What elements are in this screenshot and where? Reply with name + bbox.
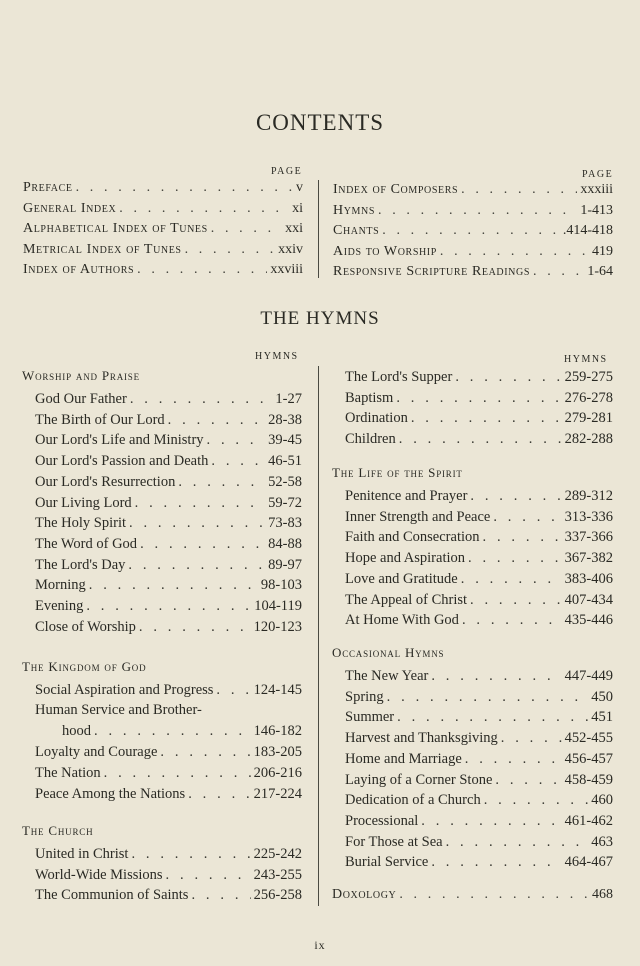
front-entry [23,219,303,239]
hymn-entry [345,852,613,872]
hymn-entry [345,666,613,686]
entry-label: Doxology [332,887,397,902]
entry-label: Summer [345,709,395,726]
leader-dots [104,763,251,783]
leader-dots [411,408,562,428]
entry-label: Spring [345,688,384,705]
entry-label: Evening [35,598,84,614]
front-entry [23,199,303,219]
hymn-entry [345,527,613,547]
entry-number: xi [292,200,303,216]
hymns-column-label-right: HYMNS [564,354,608,365]
leader-dots [94,721,251,741]
entry-label: Our Lord's Life and Ministry [35,432,204,449]
leader-dots [440,242,589,262]
leader-dots [470,486,561,506]
entry-label: World-Wide Missions [35,866,163,883]
hymn-entry [345,486,613,506]
entry-number: 39-45 [268,432,302,449]
entry-number: 89-97 [268,556,302,573]
hymn-entry [35,885,302,905]
entry-number: 59-72 [268,494,302,511]
hymns-title: THE HYMNS [260,308,380,329]
leader-dots [484,790,589,810]
entry-number: 206-216 [253,764,302,781]
entry-label: The Communion of Saints [35,887,189,904]
hymn-entry [345,610,613,630]
entry-label: Ordination [345,410,408,427]
entry-label: The Holy Spirit [35,515,127,532]
leader-dots [382,221,560,241]
hymn-entry [35,430,302,450]
entry-label: Our Living Lord [35,494,132,511]
entry-label: For Those at Sea [345,833,443,850]
leader-dots [191,885,250,905]
leader-dots [396,388,561,408]
leader-dots [160,742,250,762]
hymns-divider [318,366,319,906]
entry-label: The Nation [35,764,101,781]
leader-dots [378,201,577,221]
leader-dots [130,389,273,409]
hymn-entry [35,742,302,762]
entry-label: Loyalty and Courage [35,744,158,761]
entry-number: 282-288 [564,431,613,448]
entry-number: 28-38 [268,411,302,428]
hymn-entry [35,680,302,700]
section-heading: Occasional Hymns [332,645,445,660]
entry-number: 1-27 [275,391,302,407]
leader-dots [188,784,250,804]
entry-number: 1-413 [580,202,613,218]
entry-number: 183-205 [253,744,302,761]
leader-dots [211,451,265,471]
section-heading: Worship and Praise [22,368,140,383]
entry-label: Our Lord's Resurrection [35,473,176,490]
entry-number: 337-366 [564,529,613,546]
entry-number: 468 [592,887,613,902]
front-entry [23,178,303,198]
entry-label: Alphabetical Index of Tunes [23,221,208,236]
entry-label: United in Christ [35,846,129,862]
entry-number: 407-434 [564,591,613,608]
entry-label: Hymns [333,202,376,218]
hymn-entry [345,388,613,408]
hymns-column-label-left: HYMNS [255,351,299,362]
entry-label: Morning [35,577,86,594]
hymn-entry [345,749,613,769]
entry-label: Chants [333,223,380,238]
leader-dots [139,617,251,637]
leader-dots [455,367,561,387]
entry-label: Close of Worship [35,618,136,635]
entry-number: .414-418 [562,223,613,238]
leader-dots [397,707,588,727]
leader-dots [461,180,577,200]
entry-label: Laying of a Corner Stone [345,771,493,788]
leader-dots [446,832,589,852]
leader-dots [216,680,250,700]
hymn-entry [35,513,302,533]
leader-dots [483,527,562,547]
entry-label: Penitence and Prayer [345,488,468,504]
entry-number: 452-455 [564,730,613,747]
hymn-entry [35,555,302,575]
entry-label: Baptism [345,389,394,406]
leader-dots [431,852,561,872]
leader-dots [128,555,265,575]
entry-number: 461-462 [564,812,613,829]
leader-dots [493,507,561,527]
entry-label: Dedication of a Church [345,792,481,809]
hymn-entry [35,493,302,513]
entry-label: Love and Gratitude [345,570,458,587]
hymn-entry [35,865,302,885]
hymn-entry [345,811,613,831]
leader-dots [207,430,266,450]
entry-number: v [296,180,303,195]
entry-number: 225-242 [253,846,302,862]
entry-number: 73-83 [268,515,302,532]
hymn-entry [345,728,613,748]
front-entry [333,242,613,262]
leader-dots [168,410,265,430]
entry-label-line1: Human Service and Brother- [35,701,202,718]
hymn-entry [35,596,302,616]
section-heading: The Life of the Spirit [332,465,463,480]
entry-label: General Index [23,200,117,216]
leader-dots [89,575,258,595]
leader-dots [135,493,266,513]
entry-number: 46-51 [268,453,302,470]
section-heading: The Church [22,823,94,838]
hymn-entry [345,429,613,449]
entry-label: Home and Marriage [345,750,462,767]
leader-dots [421,811,561,831]
hymn-entry [345,569,613,589]
leader-dots [468,548,562,568]
entry-label: Index of Authors [23,262,135,277]
page-column-label-right: PAGE [582,169,614,180]
hymn-entry [345,507,613,527]
entry-number: 447-449 [564,668,613,684]
entry-label: Our Lord's Passion and Death [35,453,209,470]
hymn-entry [345,548,613,568]
entry-number: 256-258 [253,887,302,904]
entry-label: The New Year [345,668,429,684]
entry-number: 124-145 [253,682,302,698]
hymn-entry [35,575,302,595]
entry-number: 120-123 [253,618,302,635]
entry-number: 419 [592,243,613,259]
hymn-entry [345,367,613,387]
front-entry [333,221,613,241]
hymn-entry [62,721,302,741]
hymn-entry [35,389,302,409]
hymn-entry [345,790,613,810]
entry-label: Metrical Index of Tunes [23,241,182,257]
entry-label: Social Aspiration and Progress [35,682,214,698]
hymn-entry [345,687,613,707]
page-column-label-left: PAGE [271,166,303,177]
entry-label: Peace Among the Nations [35,785,186,802]
entry-number: 464-467 [564,854,613,871]
entry-number: 84-88 [268,535,302,552]
entry-number: 456-457 [564,750,613,767]
entry-number: 460 [591,792,613,809]
hymn-entry [345,770,613,790]
page-number: ix [314,938,326,952]
entry-number: 146-182 [253,723,302,740]
hymn-entry [35,472,302,492]
leader-dots [166,865,251,885]
entry-number: 1-64 [587,264,613,279]
entry-number: 98-103 [260,577,302,594]
hymn-entry [345,408,613,428]
hymn-entry [345,707,613,727]
hymn-entry [345,590,613,610]
leader-dots [185,240,276,260]
entry-number: 259-275 [564,369,613,385]
entry-number: 367-382 [564,550,613,567]
front-entry [333,201,613,221]
entry-label: The Word of God [35,535,138,552]
entry-number: 243-255 [253,866,302,883]
entry-label: Children [345,431,396,448]
leader-dots [131,844,250,864]
entry-number: 279-281 [564,410,613,427]
entry-number: xxi [285,221,303,236]
entry-label: God Our Father [35,391,127,407]
entry-number: 435-446 [564,612,613,629]
leader-dots [399,429,562,449]
leader-dots [137,260,267,280]
entry-label: At Home With God [345,612,459,629]
leader-dots [501,728,562,748]
entry-label: Inner Strength and Peace [345,508,491,525]
entry-number: 52-58 [268,473,302,490]
leader-dots [119,199,289,219]
entry-number: 289-312 [564,488,613,504]
hymn-entry [35,534,302,554]
leader-dots [86,596,251,616]
leader-dots [461,569,562,589]
hymn-entry [35,451,302,471]
hymn-entry [35,784,302,804]
entry-number: 383-406 [564,570,613,587]
entry-number: 313-336 [564,508,613,525]
entry-label: The Appeal of Christ [345,591,468,608]
entry-label: Index of Composers [333,182,459,197]
entry-label: The Lord's Supper [345,369,453,385]
entry-number: 276-278 [564,389,613,406]
leader-dots [140,534,265,554]
entry-number: xxxiii [580,182,613,197]
leader-dots [76,178,293,198]
entry-label: The Lord's Day [35,556,126,573]
entry-label: hood [62,723,91,740]
entry-label: Preface [23,180,73,195]
entry-number: 217-224 [253,785,302,802]
entry-label: Aids to Worship [333,243,437,259]
entry-number: 458-459 [564,771,613,788]
front-entry [23,260,303,280]
entry-label: Responsive Scripture Readings [333,264,530,279]
hymn-entry [35,410,302,430]
front-entry [333,180,613,200]
entry-label: Harvest and Thanksgiving [345,730,498,747]
entry-number: 451 [591,709,613,726]
entry-number: xxviii [270,262,303,277]
leader-dots [465,749,562,769]
front-divider [318,180,319,278]
section-heading: The Kingdom of God [22,659,147,674]
hymn-entry [35,617,302,637]
entry-label: Processional [345,812,419,829]
leader-dots [431,666,561,686]
leader-dots [495,770,561,790]
hymn-entry [35,844,302,864]
front-entry [23,240,303,260]
entry-label: Faith and Consecration [345,529,480,546]
leader-dots [387,687,589,707]
entry-number: xxiv [278,241,303,257]
front-entry [333,262,613,282]
leader-dots [399,885,589,905]
hymn-entry [345,832,613,852]
entry-label: Hope and Aspiration [345,550,466,567]
entry-number: 463 [591,833,613,850]
doxology-entry [332,885,613,905]
contents-title: CONTENTS [255,110,385,135]
entry-label: The Birth of Our Lord [35,411,165,428]
leader-dots [211,219,282,239]
entry-number: 104-119 [254,598,302,614]
leader-dots [178,472,265,492]
leader-dots [533,262,584,282]
entry-number: 450 [591,688,613,705]
leader-dots [462,610,562,630]
leader-dots [470,590,562,610]
hymn-entry [35,763,302,783]
entry-label: Burial Service [345,854,429,871]
leader-dots [129,513,265,533]
